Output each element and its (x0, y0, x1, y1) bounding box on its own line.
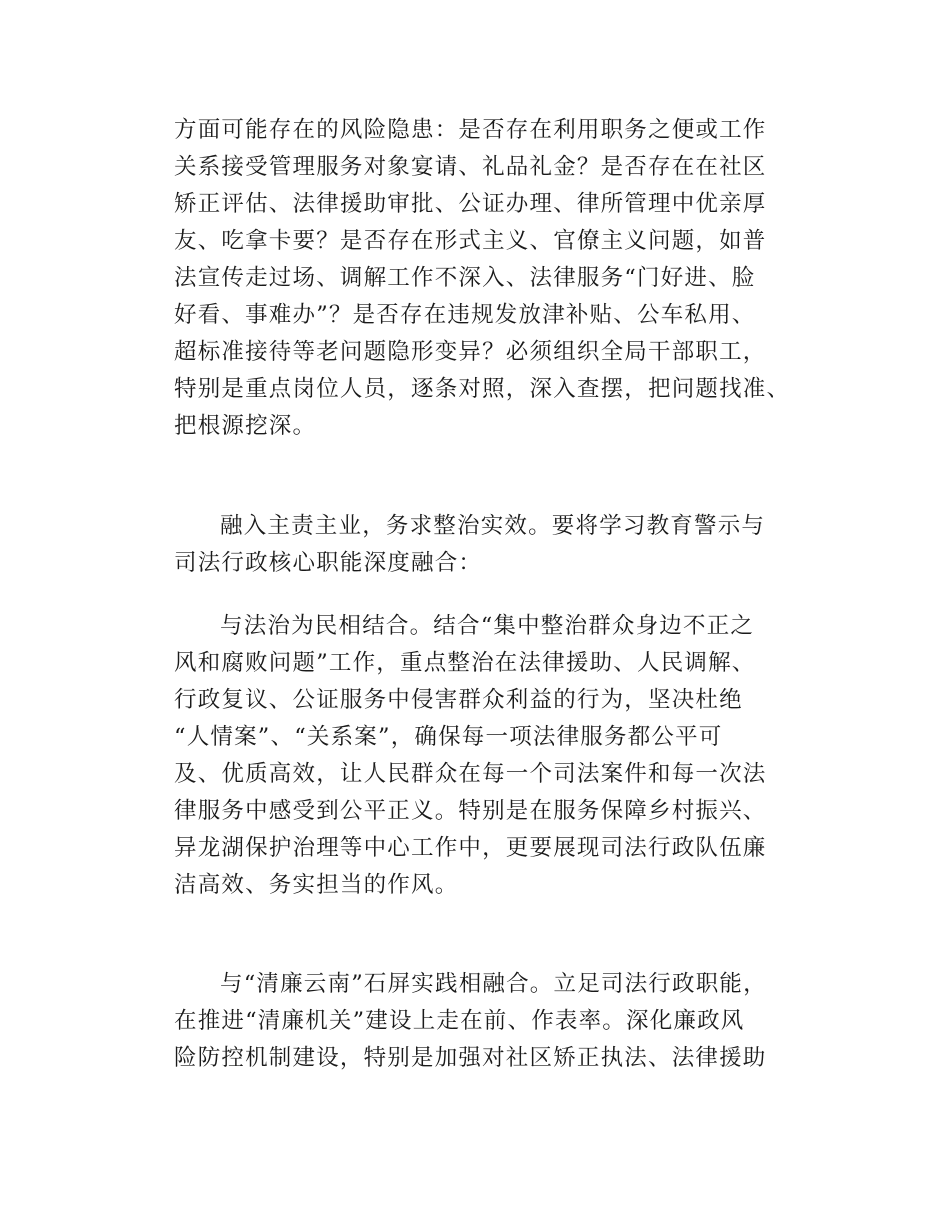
text-line: 行政复议、公证服务中侵害群众利益的行为，坚决杜绝 (174, 687, 743, 713)
text-line: “人情案”、“关系案”，确保每一项法律服务都公平可 (174, 724, 723, 750)
text-line: 把根源挖深。 (174, 413, 317, 439)
text-line: 与法治为民相结合。结合“集中整治群众身边不正之 (220, 613, 755, 639)
text-line: 关系接受管理服务对象宴请、礼品礼金？是否存在在社区 (174, 154, 767, 180)
text-line: 与“清廉云南”石屏实践相融合。立足司法行政职能， (220, 971, 767, 997)
text-line: 融入主责主业，务求整治实效。要将学习教育警示与 (220, 513, 766, 539)
paragraph-rule-of-law (174, 608, 814, 904)
text-line: 及、优质高效，让人民群众在每一个司法案件和每一次法 (174, 761, 767, 787)
text-line: 异龙湖保护治理等中心工作中，更要展现司法行政队伍廉 (174, 835, 767, 861)
text-line: 特别是重点岗位人员，逐条对照，深入查摆，把问题找准、 (174, 376, 791, 402)
text-line: 超标准接待等老问题隐形变异？必须组织全局干部职工， (174, 339, 767, 365)
paragraph-clean-yunnan (174, 966, 814, 1077)
text-line: 方面可能存在的风险隐患：是否存在利用职务之便或工作 (174, 117, 767, 143)
text-line: 律服务中感受到公平正义。特别是在服务保障乡村振兴、 (174, 798, 767, 824)
text-line: 友、吃拿卡要？是否存在形式主义、官僚主义问题，如普 (174, 228, 767, 254)
text-line: 司法行政核心职能深度融合： (174, 550, 483, 576)
text-line: 法宣传走过场、调解工作不深入、法律服务“门好进、脸 (174, 265, 756, 291)
text-line: 洁高效、务实担当的作风。 (174, 872, 459, 898)
text-line: 在推进“清廉机关”建设上走在前、作表率。深化廉政风 (174, 1008, 745, 1034)
paragraph-risk-hazards (174, 112, 814, 445)
text-line: 险防控机制建设，特别是加强对社区矫正执法、法律援助 (174, 1045, 767, 1071)
text-line: 矫正评估、法律援助审批、公证办理、律所管理中优亲厚 (174, 191, 767, 217)
text-line: 风和腐败问题”工作，重点整治在法律援助、人民调解、 (174, 650, 756, 676)
text-line: 好看、事难办”？是否存在违规发放津补贴、公车私用、 (174, 302, 756, 328)
paragraph-integrate-duties (174, 508, 814, 582)
